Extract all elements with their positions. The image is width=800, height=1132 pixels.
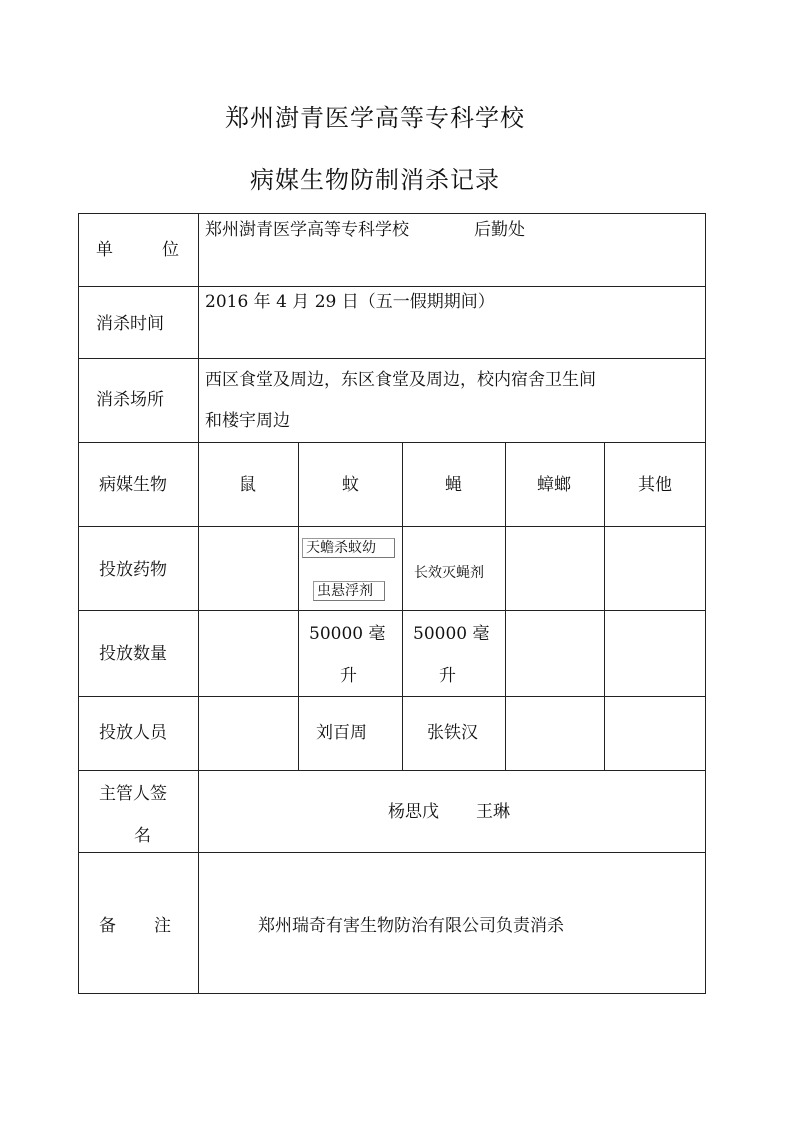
quantity-fly-line1: 50000 毫 (413, 624, 490, 644)
staff-fly: 张铁汉 (427, 723, 478, 743)
supervisor-label-line1: 主管人签 (99, 784, 167, 804)
row-divider (78, 358, 706, 359)
row-divider (78, 696, 706, 697)
unit-dept: 后勤处 (474, 220, 525, 240)
vector-other: 其他 (638, 475, 672, 495)
row-divider (78, 770, 706, 771)
label-column-divider (198, 213, 199, 994)
vector-cockroach: 蟑螂 (537, 475, 571, 495)
column-divider (604, 442, 605, 770)
row-divider (78, 526, 706, 527)
supervisor-name: 杨思戊 (388, 802, 439, 822)
remarks-value: 郑州瑞奇有害生物防治有限公司负责消杀 (258, 916, 564, 936)
place-value-line1: 西区食堂及周边，东区食堂及周边，校内宿舍卫生间 (205, 370, 596, 390)
quantity-mosquito-line1: 50000 毫 (309, 624, 386, 644)
row-divider (78, 852, 706, 853)
row-divider (78, 286, 706, 287)
unit-value: 郑州澍青医学高等专科学校 (205, 220, 409, 240)
record-title: 病媒生物防制消杀记录 (250, 166, 500, 194)
vector-mosquito: 蚊 (342, 475, 359, 495)
staff-label: 投放人员 (99, 723, 167, 743)
column-divider (402, 442, 403, 770)
drug-fly: 长效灭蝇剂 (414, 565, 484, 581)
table-border-bottom (78, 993, 706, 994)
place-value-line2: 和楼宇周边 (205, 411, 290, 431)
remarks-label-b: 注 (154, 916, 171, 936)
drug-mosquito-line2: 虫悬浮剂 (313, 581, 385, 601)
quantity-label: 投放数量 (99, 644, 167, 664)
place-label: 消杀场所 (96, 390, 164, 410)
table-border-top (78, 213, 706, 214)
vector-rat: 鼠 (239, 475, 256, 495)
unit-label-b: 位 (162, 240, 179, 260)
column-divider (298, 442, 299, 770)
unit-label-a: 单 (96, 240, 113, 260)
drug-mosquito-line1: 天蟾杀蚊幼 (302, 538, 395, 558)
vector-fly: 蝇 (445, 475, 462, 495)
supervisor-name-2: 王琳 (476, 802, 510, 822)
vector-label: 病媒生物 (99, 475, 167, 495)
column-divider (505, 442, 506, 770)
time-value: 2016 年 4 月 29 日（五一假期期间） (205, 292, 495, 312)
drug-label: 投放药物 (99, 560, 167, 580)
quantity-fly-line2: 升 (439, 666, 456, 686)
remarks-label-a: 备 (99, 916, 116, 936)
table-border-right (705, 213, 706, 994)
quantity-mosquito-line2: 升 (340, 666, 357, 686)
supervisor-label-line2: 名 (134, 826, 151, 846)
school-title: 郑州澍青医学高等专科学校 (225, 104, 525, 132)
time-label: 消杀时间 (96, 314, 164, 334)
row-divider (78, 610, 706, 611)
table-border-left (78, 213, 79, 994)
staff-mosquito: 刘百周 (316, 723, 367, 743)
row-divider (78, 442, 706, 443)
